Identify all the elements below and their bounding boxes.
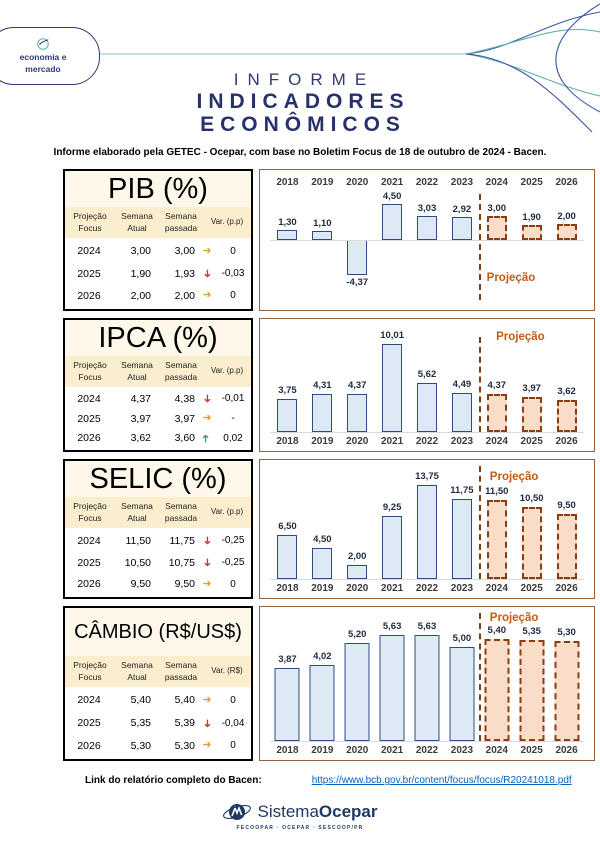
row-year: 2024 (77, 392, 101, 405)
chart-plot (270, 190, 584, 308)
year-label: 2024 (485, 435, 508, 447)
table-body (65, 528, 251, 597)
row-previous: 3,60 (174, 432, 195, 445)
logo-text: SistemaOcepar (257, 802, 378, 822)
bar-value-label: 4,37 (347, 380, 367, 392)
row-year: 2026 (77, 739, 101, 752)
bar-value-label: 3,87 (278, 654, 297, 666)
indicator-table (63, 606, 253, 761)
header-variation: Var. (R$) (211, 666, 243, 676)
table-header-row (65, 656, 251, 687)
chart-column (340, 611, 375, 741)
year-label: 2018 (276, 582, 299, 594)
year-label: 2019 (311, 435, 334, 447)
chart-column (270, 190, 305, 308)
bar-value-label: 9,50 (557, 500, 576, 512)
history-bar (452, 217, 472, 240)
title-indicadores: INDICADORES (196, 90, 410, 113)
row-variation: -0,01 (221, 393, 245, 405)
row-current: 5,35 (130, 717, 151, 730)
table-header-row (65, 356, 251, 387)
year-label: 2021 (380, 176, 404, 188)
bar-value-label: 4,02 (313, 651, 332, 663)
table-row (65, 268, 251, 280)
row-current: 2,00 (130, 289, 151, 302)
projection-bar (487, 394, 507, 432)
row-current: 3,97 (130, 412, 151, 425)
year-label: 2023 (450, 744, 474, 756)
arrow-right-icon: ➜ (202, 693, 212, 706)
history-bar (417, 383, 437, 432)
bar-value-label: 3,75 (278, 385, 297, 397)
indicator-table (63, 459, 253, 599)
indicator-chart (259, 459, 595, 599)
row-variation: 0 (230, 740, 236, 752)
projection-divider (479, 466, 481, 579)
year-label: 2022 (415, 582, 439, 594)
row-previous: 1,93 (174, 267, 195, 280)
table-row (65, 432, 251, 444)
globe-orbit-icon (222, 800, 252, 824)
history-bar (277, 230, 297, 240)
indicator-chart (259, 318, 595, 452)
chart-column (340, 464, 375, 579)
arrow-right-icon: ➜ (202, 244, 212, 257)
arrow-right-icon: ➜ (202, 577, 212, 590)
row-year: 2026 (77, 432, 101, 445)
row-previous: 11,75 (169, 534, 195, 547)
chart-column (410, 464, 445, 579)
row-variation: 0 (230, 578, 236, 590)
projection-bar (557, 514, 577, 579)
bar-value-label: 5,62 (417, 369, 437, 381)
arrow-down-icon: ➜ (201, 269, 214, 279)
year-label: 2018 (276, 435, 299, 447)
year-label: 2024 (485, 582, 508, 594)
bar-value-label: 3,97 (522, 383, 541, 395)
chart-column (444, 464, 479, 579)
bar-value-label: 4,50 (313, 534, 332, 546)
table-body (65, 238, 251, 309)
year-label: 2022 (415, 435, 439, 447)
chart-column (549, 323, 584, 432)
year-label: 2024 (485, 176, 508, 188)
row-year: 2025 (77, 717, 101, 730)
year-label: 2023 (450, 435, 474, 447)
bar-value-label: 10,01 (380, 330, 404, 342)
doodle-globe-icon (34, 37, 52, 51)
bar-value-label: 5,63 (382, 621, 402, 633)
badge-label: economia e mercado (19, 52, 67, 74)
year-label: 2020 (346, 582, 369, 594)
title-informe: INFORME (233, 70, 376, 89)
chart-column (514, 611, 549, 741)
bar-value-label: 1,30 (278, 217, 297, 229)
header-variation: Var. (p.p) (210, 217, 244, 227)
header-semana-passada: Semana passada (164, 360, 198, 382)
row-year: 2026 (77, 578, 101, 591)
year-label: 2025 (520, 435, 543, 447)
projection-bar (487, 216, 507, 240)
row-current: 3,62 (130, 432, 151, 445)
table-row (65, 290, 251, 302)
chart-column (305, 323, 340, 432)
arrow-up-icon: ➜ (200, 433, 213, 443)
year-label: 2018 (276, 176, 299, 188)
report-subtitle: Informe elaborado pela GETEC - Ocepar, com base no Boletim Focus de 18 de outubro de 2024 - Bacen. (53, 147, 547, 159)
chart-column (549, 464, 584, 579)
chart-years-top (270, 174, 584, 190)
indicator-table (63, 318, 253, 452)
chart-column (305, 464, 340, 579)
bar-value-label: 6,50 (278, 521, 297, 533)
header-variation: Var. (p.p) (210, 366, 244, 376)
projection-label: Projeção (496, 331, 545, 344)
header-semana-atual: Semana Atual (121, 501, 153, 523)
row-variation: -0,04 (221, 717, 245, 729)
bar-value-label: 5,35 (522, 626, 541, 638)
table-row (65, 694, 251, 706)
projection-bar (487, 500, 507, 579)
row-year: 2025 (77, 556, 101, 569)
history-bar (382, 204, 402, 240)
row-current: 9,50 (130, 578, 151, 591)
year-label: 2019 (311, 176, 334, 188)
chart-column (375, 464, 410, 579)
chart-column (549, 190, 584, 308)
bar-value-label: 2,00 (557, 211, 576, 223)
bar-value-label: 2,92 (452, 204, 472, 216)
row-variation: -0,25 (221, 535, 245, 547)
indicator-section (63, 169, 595, 311)
header-semana-passada: Semana passada (164, 501, 198, 523)
projection-divider (479, 337, 481, 432)
table-row (65, 535, 251, 547)
table-body (65, 687, 251, 759)
projection-label: Projeção (489, 612, 539, 625)
bar-value-label: 5,00 (452, 633, 472, 645)
indicator-table (63, 169, 253, 311)
projection-divider (479, 194, 481, 300)
title-economicos: ECONÔMICOS (200, 113, 406, 137)
year-label: 2020 (346, 435, 369, 447)
bar-value-label: 11,50 (485, 486, 509, 498)
indicator-title: SELIC (%) (65, 461, 251, 497)
history-bar (382, 344, 402, 432)
bar-value-label: 5,30 (557, 627, 576, 639)
bar-value-label: 9,25 (382, 502, 402, 514)
row-variation: 0 (230, 290, 236, 302)
history-bar (452, 393, 472, 432)
indicator-section (63, 318, 595, 452)
arrow-right-icon: ➜ (202, 412, 212, 425)
chart-column (549, 611, 584, 741)
bar-value-label: 4,31 (313, 380, 332, 392)
year-label: 2023 (450, 176, 474, 188)
year-label: 2025 (520, 582, 543, 594)
arrow-down-icon: ➜ (201, 558, 214, 568)
footer-link-row (0, 775, 600, 786)
zero-baseline (270, 240, 584, 241)
chart-column (410, 611, 445, 741)
year-label: 2019 (311, 582, 334, 594)
table-body (65, 387, 251, 450)
table-header-row (65, 497, 251, 528)
table-row (65, 740, 251, 752)
chart-column (375, 611, 410, 741)
chart-column (514, 190, 549, 308)
bar-value-label: 13,75 (415, 471, 439, 483)
projection-bar (557, 224, 577, 240)
history-bar (452, 499, 472, 579)
year-label: 2019 (311, 744, 334, 756)
projection-bar (554, 641, 579, 741)
row-variation: 0 (230, 245, 236, 257)
chart-column (444, 190, 479, 308)
header-semana-atual: Semana Atual (121, 360, 153, 382)
indicator-title: IPCA (%) (65, 320, 251, 356)
row-previous: 9,50 (174, 578, 195, 591)
header-projecao-focus: Projeção Focus (73, 360, 107, 382)
chart-years-bottom (270, 580, 584, 596)
row-previous: 2,00 (174, 289, 195, 302)
indicator-title: CÂMBIO (R$/US$) (65, 608, 251, 656)
bar-value-label: 1,10 (313, 218, 332, 230)
year-label: 2021 (380, 744, 404, 756)
bar-value-label: 3,03 (417, 203, 437, 215)
table-row (65, 413, 251, 425)
year-label: 2026 (555, 582, 578, 594)
table-row (65, 245, 251, 257)
projection-label: Projeção (486, 272, 536, 285)
link-label: Link do relatório completo do Bacen: (85, 775, 262, 787)
bacen-report-link[interactable]: https://www.bcb.gov.br/content/focus/focus/R20241018.pdf (311, 775, 572, 787)
arrow-down-icon: ➜ (201, 394, 214, 404)
bar-value-label: 3,62 (557, 386, 576, 398)
table-row (65, 557, 251, 569)
chart-column (270, 323, 305, 432)
year-label: 2025 (520, 744, 543, 756)
projection-bar (519, 640, 544, 741)
year-label: 2025 (520, 176, 543, 188)
history-bar (277, 535, 297, 579)
row-current: 11,50 (125, 534, 151, 547)
history-bar (347, 240, 367, 275)
bar-value-label: 5,20 (347, 629, 367, 641)
bar-value-label: 5,40 (487, 625, 507, 637)
row-variation: 0 (230, 694, 236, 706)
chart-column (270, 464, 305, 579)
chart-column (340, 190, 375, 308)
sections (0, 169, 600, 761)
chart-plot (270, 611, 584, 742)
header-semana-atual: Semana Atual (121, 660, 153, 682)
history-bar (275, 668, 300, 741)
year-label: 2021 (380, 435, 404, 447)
row-variation: 0,02 (223, 432, 243, 444)
bar-value-label: 10,50 (519, 493, 544, 505)
year-label: 2020 (346, 176, 369, 188)
row-variation: -0,03 (221, 268, 245, 280)
history-bar (382, 516, 402, 579)
history-bar (277, 399, 297, 432)
arrow-down-icon: ➜ (201, 718, 214, 728)
row-year: 2026 (77, 289, 101, 302)
row-year: 2024 (77, 245, 101, 258)
history-bar (312, 548, 332, 579)
projection-label: Projeção (489, 471, 539, 484)
year-label: 2020 (346, 744, 369, 756)
header-semana-passada: Semana passada (164, 660, 198, 682)
projection-bar (522, 397, 542, 432)
indicator-title: PIB (%) (65, 171, 251, 207)
history-bar (415, 635, 440, 741)
year-label: 2023 (450, 582, 474, 594)
chart-plot (270, 323, 584, 433)
row-current: 5,30 (130, 739, 151, 752)
year-label: 2022 (415, 744, 439, 756)
header-projecao-focus: Projeção Focus (73, 501, 107, 523)
projection-bar (522, 507, 542, 579)
history-bar (417, 485, 437, 579)
row-previous: 3,00 (174, 245, 195, 258)
bar-value-label: 4,37 (487, 380, 507, 392)
chart-column (375, 323, 410, 432)
bar-value-label: 3,00 (487, 203, 507, 215)
projection-bar (557, 400, 577, 432)
history-bar (449, 647, 474, 741)
arrow-right-icon: ➜ (202, 739, 212, 752)
history-bar (417, 216, 437, 240)
history-bar (347, 394, 367, 432)
table-row (65, 578, 251, 590)
table-row (65, 717, 251, 729)
row-current: 1,90 (130, 267, 151, 280)
indicator-section (63, 606, 595, 761)
chart-years-bottom (270, 742, 584, 758)
bar-value-label: 4,50 (382, 191, 402, 203)
row-previous: 5,40 (174, 694, 195, 707)
bar-value-label: -4,37 (346, 277, 369, 289)
row-current: 3,00 (130, 245, 151, 258)
header-variation: Var. (p.p) (210, 507, 244, 517)
year-label: 2026 (555, 176, 578, 188)
projection-bar (522, 225, 542, 240)
chart-column (479, 611, 514, 741)
year-label: 2018 (276, 744, 299, 756)
header-semana-passada: Semana passada (164, 211, 198, 233)
row-variation: -0,25 (221, 557, 245, 569)
row-previous: 10,75 (168, 556, 195, 569)
chart-column (410, 323, 445, 432)
chart-column (479, 190, 514, 308)
bar-value-label: 1,90 (522, 212, 541, 224)
chart-column (410, 190, 445, 308)
header-projecao-focus: Projeção Focus (73, 211, 107, 233)
row-year: 2025 (77, 412, 101, 425)
history-bar (312, 394, 332, 432)
row-previous: 4,38 (174, 392, 195, 405)
indicator-chart (259, 606, 595, 761)
history-bar (312, 231, 332, 240)
indicator-chart (259, 169, 595, 311)
chart-plot (270, 464, 584, 580)
history-bar (310, 665, 335, 741)
row-year: 2024 (77, 694, 101, 707)
row-year: 2024 (77, 534, 101, 547)
row-current: 5,40 (130, 694, 151, 707)
header-semana-atual: Semana Atual (121, 211, 153, 233)
projection-bar (484, 639, 509, 741)
year-label: 2021 (380, 582, 404, 594)
row-previous: 3,97 (174, 412, 195, 425)
history-bar (347, 565, 367, 579)
header-projecao-focus: Projeção Focus (73, 660, 107, 682)
row-current: 10,50 (124, 556, 151, 569)
chart-column (305, 611, 340, 741)
economia-mercado-badge (0, 27, 100, 85)
projection-divider (479, 613, 481, 741)
bar-value-label: 2,00 (347, 551, 367, 563)
history-bar (380, 635, 405, 741)
table-row (65, 393, 251, 405)
year-label: 2026 (555, 435, 578, 447)
arrow-right-icon: ➜ (202, 289, 212, 302)
chart-column (270, 611, 305, 741)
year-label: 2024 (485, 744, 508, 756)
table-header-row (65, 207, 251, 238)
logo-tagline: FECOOPAR · OCEPAR · SESCOOP/PR (236, 825, 364, 832)
chart-years-bottom (270, 433, 584, 449)
row-current: 4,37 (130, 392, 151, 405)
chart-column (444, 611, 479, 741)
ocepar-logo (0, 800, 600, 831)
row-previous: 5,30 (174, 739, 195, 752)
row-variation: - (231, 413, 235, 425)
row-previous: 5,39 (174, 717, 195, 730)
row-year: 2025 (77, 267, 101, 280)
bar-value-label: 5,63 (417, 621, 437, 633)
chart-column (340, 323, 375, 432)
year-label: 2026 (555, 744, 578, 756)
chart-column (305, 190, 340, 308)
arrow-down-icon: ➜ (201, 536, 214, 546)
bar-value-label: 11,75 (450, 485, 474, 497)
year-label: 2022 (415, 176, 439, 188)
bar-value-label: 4,49 (452, 379, 472, 391)
chart-column (444, 323, 479, 432)
history-bar (345, 643, 370, 741)
indicator-section (63, 459, 595, 599)
chart-column (375, 190, 410, 308)
